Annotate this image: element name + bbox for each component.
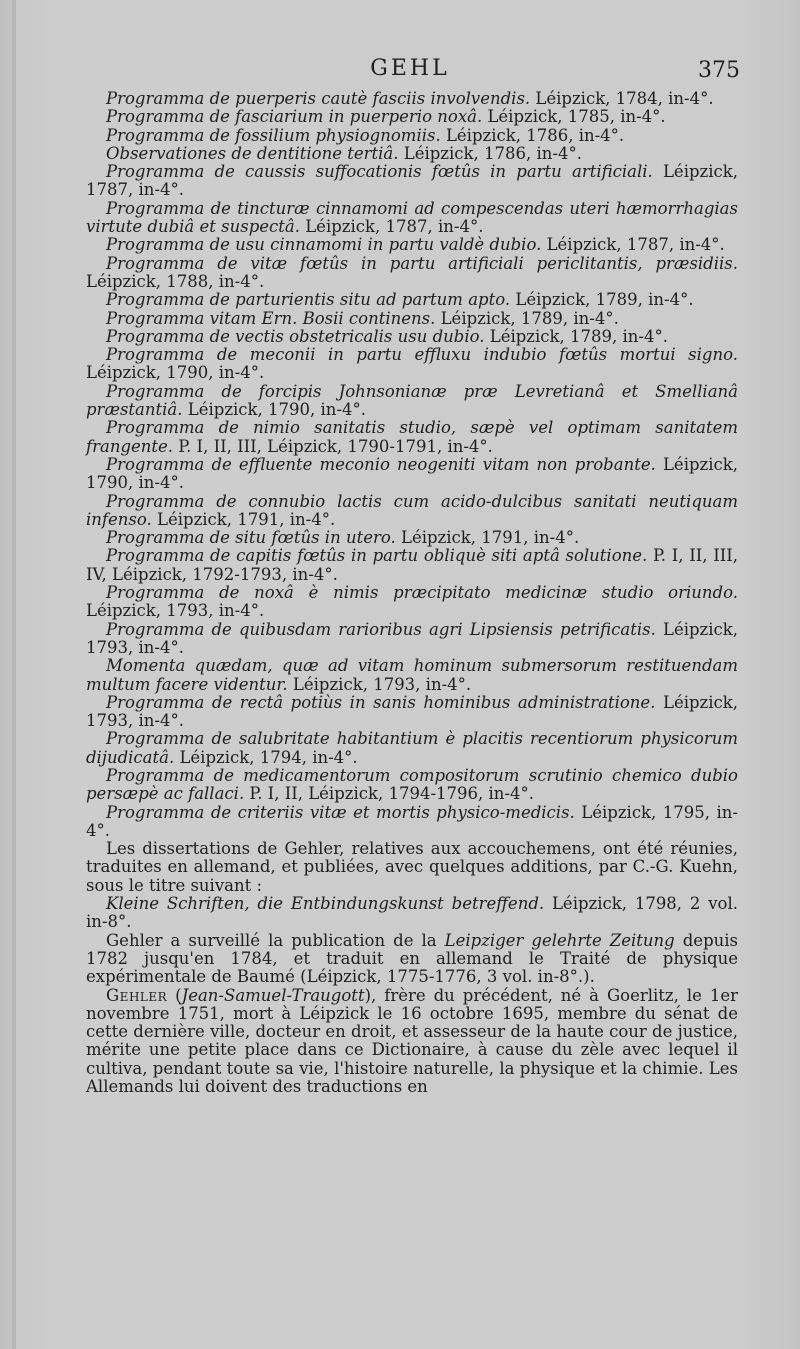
entry-title: Programma de forcipis Johnsonianæ præ Levretianâ et Smellianâ præstantiâ. — [86, 381, 738, 420]
entry-title: Kleine Schriften, die Entbindungskunst betreffend. — [106, 894, 545, 914]
bibliography-entry — [86, 694, 738, 731]
entry-title: Programma de capitis fœtûs in partu obliquè siti aptâ solutione. — [106, 546, 648, 566]
entry-details: Léipzick, 1784, in-4°. — [530, 89, 714, 108]
bibliography-entry — [86, 163, 738, 200]
entry-details: Léipzick, 1787, in-4°. — [299, 217, 484, 237]
entry-details: Léipzick, 1790, in-4°. — [86, 363, 265, 383]
bibliography-entry — [86, 145, 738, 163]
entry-details: Léipzick, 1789, in-4°. — [435, 308, 619, 328]
entry-title: Programma de meconii in partu effluxu indubio fœtûs mortui signo. — [106, 345, 738, 365]
bibliography-entry — [86, 547, 738, 584]
journal-title: Leipziger gelehrte Zeitung — [444, 930, 675, 950]
entry-title: Programma de criteriis vitæ et mortis physico-medicis. — [106, 802, 575, 822]
page-header — [80, 52, 740, 92]
entry-details: Léipzick, 1789, in-4°. — [484, 326, 668, 346]
entry-title: Programma de situ fœtûs in utero. — [106, 528, 396, 548]
bibliography-entry — [86, 108, 738, 126]
entry-details: Léipzick, 1795, in-4°. — [86, 802, 739, 840]
bibliography-entry — [86, 255, 738, 292]
entry-title: Momenta quædam, quæ ad vitam hominum submersorum restituendam multum facere videntur. — [86, 656, 738, 694]
bibliography-entry — [86, 127, 738, 145]
bibliography-entry — [86, 493, 738, 530]
paragraph-johann-gehler: Gehler (Jean-Samuel-Traugott), frère du précédent, né à Goerlitz, le 1er novembre 1751, mort à Léipzick le 16 octobre 1695, membre du sénat de cette dernière ville, docteur en droit, et assesseur de la haute cour de justice, mérite une petite place dans ce Dictionaire, à cause du zèle avec lequel il cultiva, pendant toute sa vie, l'histoire naturelle, la physique et la chimie. Les Allemands lui doivent des traductions en — [86, 985, 738, 1097]
entry-title: Programma de salubritate habitantium è placitis recentiorum physicorum dijudicatâ. — [86, 729, 738, 767]
entry-title: Programma de fasciarium in puerperio noxâ. — [106, 107, 483, 127]
entry-details: Léipzick, 1793, in-4°. — [86, 619, 738, 657]
entry-title: Programma de parturientis situ ad partum apto. — [106, 290, 511, 310]
bibliography-entry — [86, 584, 738, 621]
bibliography-entry — [86, 346, 738, 383]
paragraph-dissertations: Les dissertations de Gehler, relatives aux accouchemens, ont été réunies, traduites en allemand, et publiées, avec quelques additions, par C.-G. Kuehn, sous le titre suivant : — [86, 839, 738, 895]
entry-title: Programma de medicamentorum compositorum scrutinio chemico dubio persæpè ac fallaci. — [86, 765, 738, 804]
entry-title: Programma de connubio lactis cum acido-dulcibus sanitati neutiquam infenso. — [86, 491, 738, 529]
entry-details: Léipzick, 1791, in-4°. — [395, 528, 580, 548]
bibliography-entry — [86, 291, 738, 309]
entry-details: P. I, II, III, IV, Léipzick, 1792-1793, in-4°. — [86, 546, 738, 584]
bibliography-entry — [86, 456, 738, 493]
entry-details: Léipzick, 1793, in-4°. — [86, 692, 739, 731]
entry-title: Programma de effluente meconio neogeniti vitam non probante. — [106, 454, 656, 474]
entry-title: Programma de caussis suffocationis fœtûs in partu artificiali. — [106, 162, 653, 182]
bibliography-entry — [86, 621, 738, 658]
paragraph-text: Gehler a surveillé la publication de la — [106, 930, 445, 950]
entry-title: Programma de noxâ è nimis præcipitato medicinæ studio oriundo. — [106, 583, 738, 603]
entry-details: Léipzick, 1793, in-4°. — [86, 601, 265, 621]
bibliography-entry — [86, 236, 738, 254]
person-name: Gehler — [106, 985, 168, 1005]
bibliography-entry — [86, 657, 738, 694]
paragraph-text: ), frère du précédent, né à Goerlitz, le 1er novembre 1751, mort à Léipzick le 16 octobre 1695, membre du sénat de cette dernière ville, docteur en droit, et assesseur de la haute cour de justice, mérite une petite place dans ce Dictionaire, à cause du zèle avec lequel il cultiva, pendant toute sa vie, l'histoire naturelle, la physique et la chimie. Les Allemands lui doivent des traductions en — [86, 985, 738, 1097]
entry-details: Léipzick, 1788, in-4°. — [86, 271, 265, 291]
entry-title: Programma de fossilium physiognomiis. — [106, 125, 441, 145]
entry-details: Léipzick, 1785, in-4°. — [482, 107, 666, 127]
page-body — [86, 90, 738, 1096]
paragraph-surveille — [86, 932, 738, 987]
page-number: 375 — [698, 58, 740, 83]
bibliography-entry — [86, 328, 738, 346]
bibliography-entry — [86, 200, 738, 237]
bibliography-list — [86, 90, 738, 840]
entry-title: Programma de puerperis cautè fasciis involvendis. — [106, 89, 531, 108]
entry-details: P. I, II, III, Léipzick, 1790-1791, in-4°. — [173, 436, 493, 456]
binding-edge — [12, 0, 16, 1349]
entry-details: P. I, II, Léipzick, 1794-1796, in-4°. — [244, 784, 534, 804]
bibliography-entry-kleine — [86, 895, 738, 932]
entry-details: Léipzick, 1793, in-4°. — [287, 674, 472, 694]
bibliography-entry — [86, 767, 738, 804]
bibliography-entry — [86, 529, 738, 547]
entry-title: Programma de nimio sanitatis studio, sæpè vel optimam sanitatem frangente. — [86, 418, 738, 456]
entry-details: Léipzick, 1787, in-4°. — [86, 162, 738, 200]
entry-title: Programma de usu cinnamomi in partu valdè dubio. — [106, 235, 542, 255]
bibliography-entry — [86, 730, 738, 767]
entry-title: Programma de vitæ fœtûs in partu artificiali periclitantis, præsidiis. — [106, 253, 738, 273]
entry-details: Léipzick, 1789, in-4°. — [510, 290, 694, 310]
bibliography-entry — [86, 383, 738, 420]
entry-title: Programma de vectis obstetricalis usu dubio. — [106, 326, 485, 346]
running-head: GEHL — [370, 56, 450, 81]
entry-title: Programma vitam Ern. Bosii continens. — [106, 308, 436, 328]
entry-details: Léipzick, 1791, in-4°. — [151, 509, 336, 529]
paragraph-text: depuis 1782 jusqu'en 1784, et traduit en allemand le Traité de physique expérimentale de Baumé (Léipzick, 1775-1776, 3 vol. in-8°.). — [86, 930, 738, 987]
entry-details: Léipzick, 1790, in-4°. — [182, 400, 366, 420]
entry-details: Léipzick, 1790, in-4°. — [86, 454, 738, 493]
entry-details: Léipzick, 1798, 2 vol. in-8°. — [86, 894, 738, 932]
entry-details: Léipzick, 1794, in-4°. — [174, 747, 358, 767]
entry-details: Léipzick, 1786, in-4°. — [440, 125, 625, 145]
entry-title: Programma de rectâ potiùs in sanis hominibus administratione. — [106, 692, 656, 712]
bibliography-entry — [86, 90, 738, 108]
entry-details: Léipzick, 1786, in-4°. — [398, 143, 582, 163]
entry-title: Observationes de dentitione tertiâ. — [106, 143, 399, 163]
entry-title: Programma de quibusdam rarioribus agri Lipsiensis petrificatis. — [106, 619, 656, 639]
bibliography-entry — [86, 419, 738, 456]
bibliography-entry — [86, 804, 738, 841]
bibliography-entry — [86, 310, 738, 328]
entry-details: Léipzick, 1787, in-4°. — [541, 235, 725, 255]
entry-title: Programma de tincturæ cinnamomi ad compescendas uteri hæmorrhagias virtute dubiâ et suspectâ. — [86, 198, 738, 237]
person-given-names: Jean-Samuel-Traugott — [181, 985, 365, 1005]
